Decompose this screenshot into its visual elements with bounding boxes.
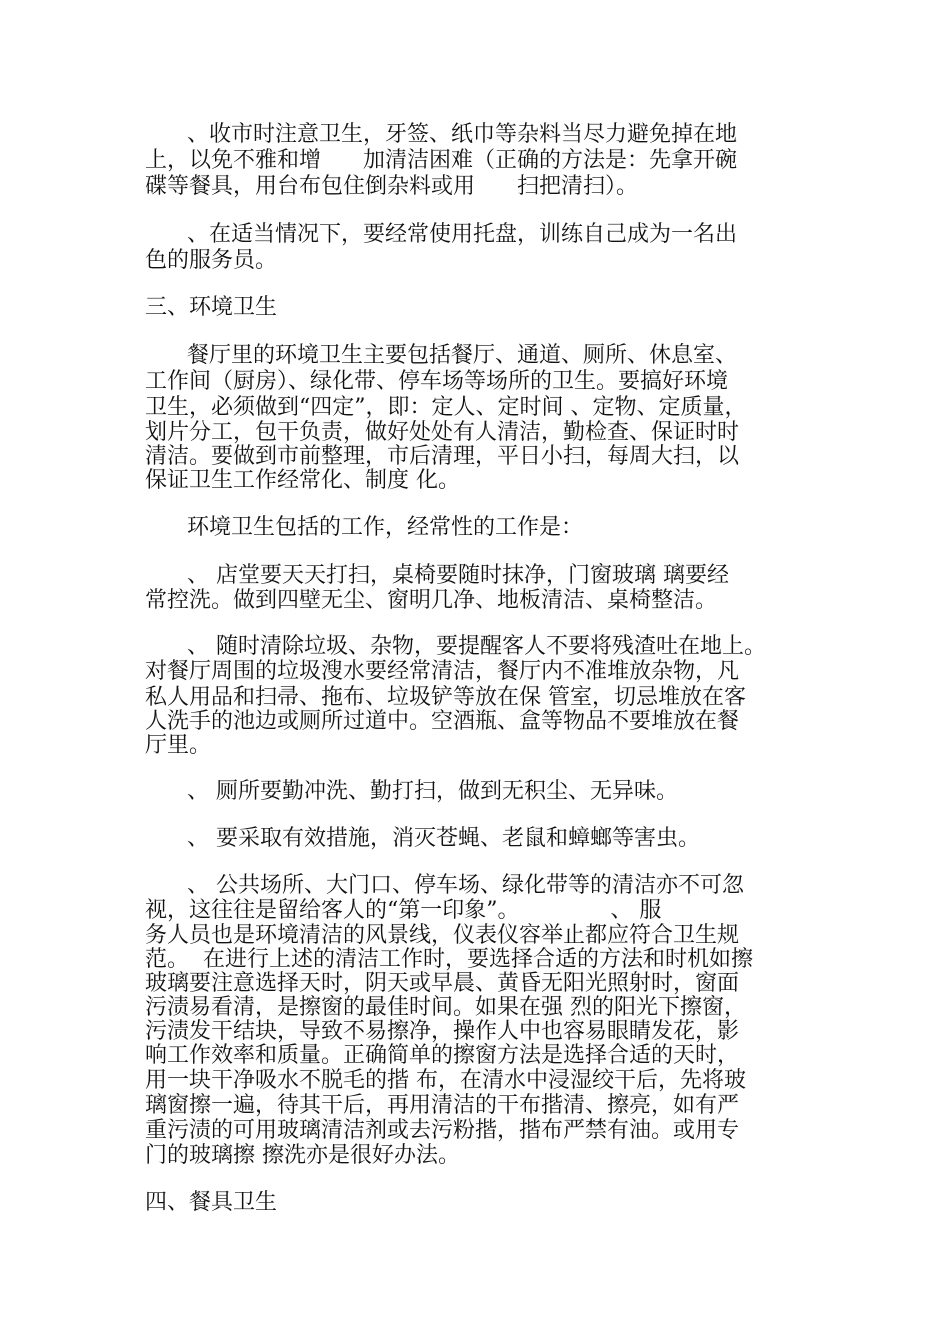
paragraph-line: 、 公共场所、大门口、停车场、绿化带等的清洁亦不可忽: [145, 873, 744, 898]
paragraph-line: 门的玻璃擦 擦洗亦是很好办法。: [145, 1143, 460, 1168]
paragraph-line: 污渍易看清，是擦窗的最佳时间。如果在强 烈的阳光下擦窗，: [145, 995, 746, 1020]
paragraph-line: 、 店堂要天天打扫，桌椅要随时抹净，门窗玻璃 璃要经: [145, 563, 729, 588]
paragraph-line: 碟等餐具，用台布包住倒杂料或用 扫把清扫）。: [145, 174, 638, 199]
paragraph-line: 璃窗擦一遍，待其干后，再用清洁的干布揩清、擦亮，如有严: [145, 1093, 740, 1118]
paragraph-line: 响工作效率和质量。正确简单的擦窗方法是选择合适的天时，: [145, 1043, 740, 1068]
paragraph-line: 污渍发干结块，导致不易擦净，操作人中也容易眼睛发花，影: [145, 1019, 740, 1044]
paragraph-line: 餐厅里的环境卫生主要包括餐厅、通道、厕所、休息室、: [145, 343, 737, 368]
paragraph-line: 划片分工，包干负责，做好处处有人清洁，勤检查、保证时时: [145, 420, 740, 445]
paragraph-line: 上，以免不雅和增 加清洁困难（正确的方法是：先拿开碗: [145, 148, 737, 173]
paragraph-line: 对餐厅周围的垃圾溲水要经常清洁，餐厅内不准堆放杂物，凡: [145, 659, 740, 684]
paragraph-line: 、 厕所要勤冲洗、勤打扫，做到无积尘、无异味。: [145, 779, 678, 804]
paragraph-line: 私人用品和扫帚、拖布、垃圾铲等放在保 管室，切忌堆放在客: [145, 685, 746, 710]
paragraph-line: 视，这往往是留给客人的“第一印象”。 、 服: [145, 898, 662, 923]
paragraph-line: 厅里。: [145, 733, 212, 758]
paragraph-line: 用一块干净吸水不脱毛的揩 布，在清水中浸湿绞干后，先将玻: [145, 1068, 746, 1093]
paragraph-line: 保证卫生工作经常化、制度 化。: [145, 468, 460, 493]
paragraph-line: 务人员也是环境清洁的风景线，仪表仪容举止都应符合卫生规: [145, 923, 740, 948]
paragraph-line: 常控洗。做到四壁无尘、窗明几净、地板清洁、桌椅整洁。: [145, 588, 718, 613]
paragraph-line: 卫生，必须做到“四定”，即：定人、定时间 、定物、定质量，: [145, 395, 747, 420]
paragraph-line: 色的服务员。: [145, 248, 278, 273]
section-heading: 四、餐具卫生: [145, 1190, 278, 1215]
paragraph-line: 重污渍的可用玻璃清洁剂或去污粉揩，揩布严禁有油。或用专: [145, 1118, 740, 1143]
section-heading: 三、环境卫生: [145, 295, 278, 320]
paragraph-line: 、在适当情况下，要经常使用托盘，训练自己成为一名出: [145, 222, 737, 247]
paragraph-line: 玻璃要注意选择天时，阴天或早晨、黄昏无阳光照射时，窗面: [145, 971, 740, 996]
paragraph-line: 、 随时清除垃圾、杂物，要提醒客人不要将残渣吐在地上。: [145, 634, 766, 659]
paragraph-line: 环境卫生包括的工作，经常性的工作是：: [145, 515, 583, 540]
paragraph-line: 范。 在进行上述的清洁工作时，要选择合适的方法和时机如擦: [145, 947, 753, 972]
paragraph-line: 工作间（厨房）、绿化带、停车场等场所的卫生。要搞好环境: [145, 369, 729, 394]
paragraph-line: 人洗手的池边或厕所过道中。空酒瓶、盒等物品不要堆放在餐: [145, 709, 740, 734]
paragraph-line: 、 要采取有效措施，消灭苍蝇、老鼠和蟑螂等害虫。: [145, 826, 700, 851]
paragraph-line: 、收市时注意卫生，牙签、纸巾等杂料当尽力避免掉在地: [145, 122, 737, 147]
paragraph-line: 清洁。要做到市前整理，市后清理，平日小扫，每周大扫，以: [145, 444, 740, 469]
